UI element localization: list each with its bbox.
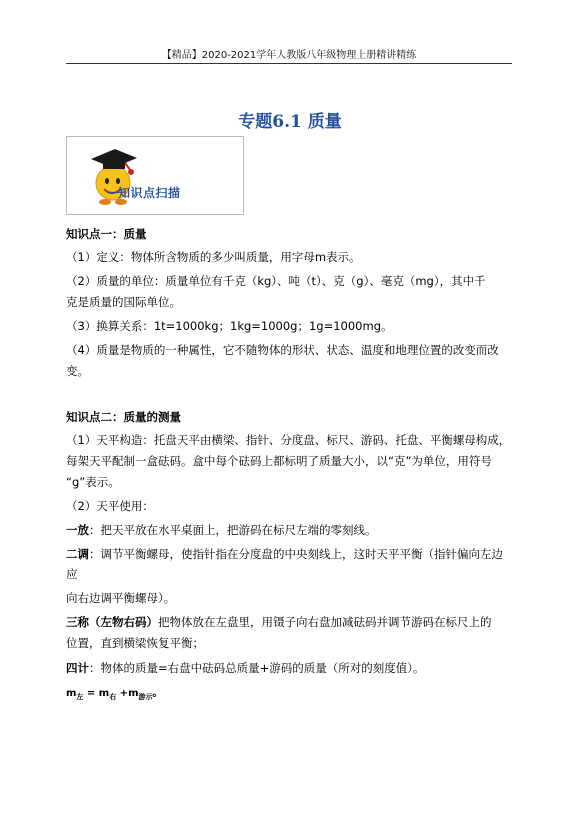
k2-usage: （2）天平使用： xyxy=(66,499,154,513)
step-4-label: 四计 xyxy=(66,661,89,675)
formula-sub-left: 左 xyxy=(76,693,84,701)
knowledge-banner xyxy=(66,136,244,215)
step-2-text: ：调节平衡螺母，使指针指在分度盘的中央刻线上，这时天平平衡（指针偏向左边 xyxy=(89,547,503,561)
section-2-heading: 知识点二：质量的测量 xyxy=(66,410,181,424)
formula-m-rider: m xyxy=(128,688,139,699)
step-2-label: 二调 xyxy=(66,547,89,561)
k1-property-line2: 变。 xyxy=(66,364,89,378)
step-4 xyxy=(66,658,518,678)
formula-end: 。 xyxy=(152,688,163,699)
step-2-line2: 应 xyxy=(66,567,78,581)
formula-m-left: m xyxy=(66,688,77,699)
formula-plus: + xyxy=(116,688,129,699)
step-3 xyxy=(66,612,518,632)
page-header: 【精品】2020-2021学年人教版八年级物理上册精讲精练 xyxy=(161,50,417,61)
step-1-text: ：把天平放在水平桌面上，把游码在标尺左端的零刻线。 xyxy=(89,523,377,537)
k1-units-line2: 克是质量的国际单位。 xyxy=(66,295,181,309)
banner-label: 知识点扫描 xyxy=(118,186,181,200)
section-1-heading: 知识点一：质量 xyxy=(66,227,147,241)
k1-definition: （1）定义：物体所含物质的多少叫质量，用字母m表示。 xyxy=(66,250,361,264)
k1-property-line1: （4）质量是物质的一种属性，它不随物体的形状、状态、温度和地理位置的改变而改 xyxy=(66,343,499,357)
step-2 xyxy=(66,544,518,564)
section-1 xyxy=(66,224,518,381)
k2-structure-line2: 每架天平配制一盒砝码。盒中每个砝码上都标明了质量大小，以“克”为单位，用符号 xyxy=(66,454,492,468)
step-3-label: 三称 xyxy=(66,615,89,629)
formula-sub-rider: 游示 xyxy=(138,693,153,701)
step-1-label: 一放 xyxy=(66,523,89,537)
k2-structure-line1: （1）天平构造：托盘天平由横梁、指针、分度盘、标尺、游码、托盘、平衡螺母构成， xyxy=(66,433,511,447)
section-2 xyxy=(66,407,518,704)
step-3-text: 把物体放在左盘里，用镊子向右盘加减砝码并调节游码在标尺上的 xyxy=(158,615,492,629)
k1-conversion: （3）换算关系：1t=1000kg；1kg=1000g；1g=1000mg。 xyxy=(66,319,393,333)
step-3-line2: 位置，直到横梁恢复平衡； xyxy=(66,636,204,650)
mass-formula xyxy=(66,684,518,704)
formula-m-right: m xyxy=(98,688,110,699)
formula-sub-right: 右 xyxy=(109,693,117,701)
step-1 xyxy=(66,520,518,540)
k1-units-line1: （2）质量的单位：质量单位有千克（kg）、吨（t）、克（g）、毫克（mg），其中千 xyxy=(66,274,486,288)
k2-structure-line3: “g”表示。 xyxy=(66,475,120,489)
step-2-line3: 向右边调平衡螺母）。 xyxy=(66,591,176,605)
page-title: 专题6.1 质量 xyxy=(238,112,342,132)
header-rule xyxy=(66,63,512,64)
step-3-paren: （左物右码） xyxy=(89,615,158,629)
step-4-text: ：物体的质量=右盘中砝码总质量+游码的质量（所对的刻度值）。 xyxy=(89,661,425,675)
formula-equals: = xyxy=(83,688,99,699)
